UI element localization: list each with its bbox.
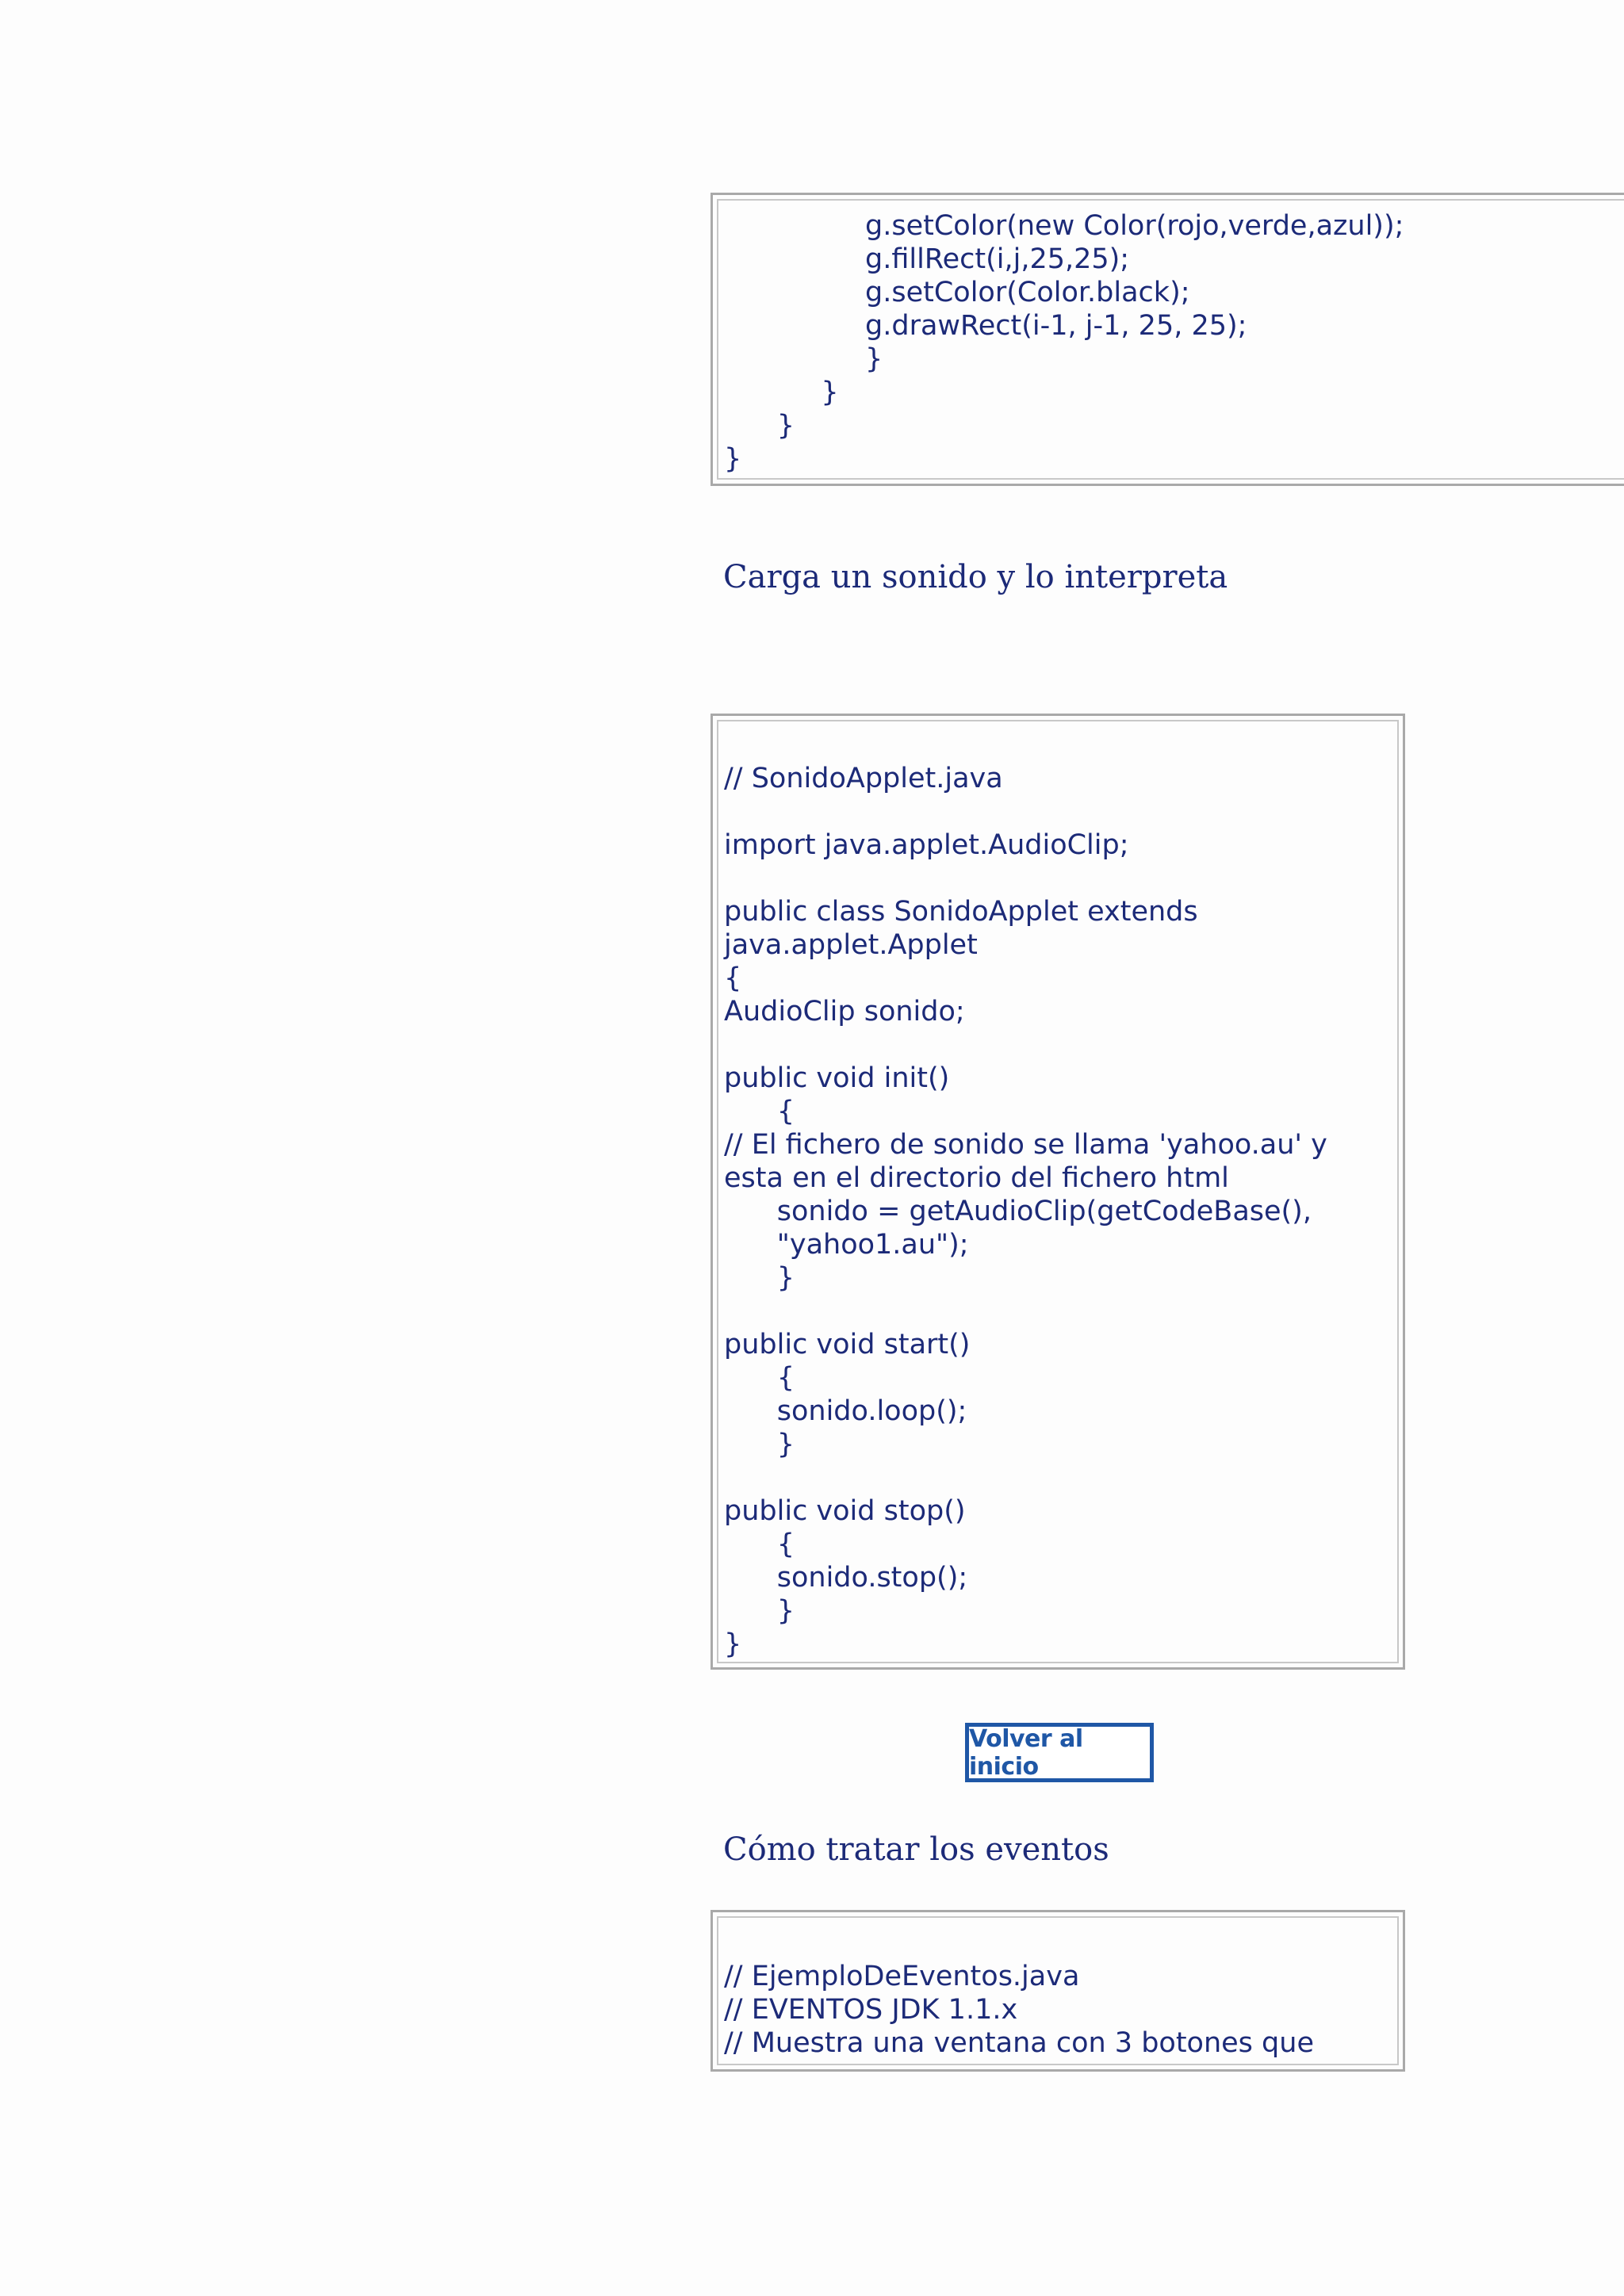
code-text: // SonidoApplet.java import java.applet.AudioClip; public class SonidoApplet extends java.applet.Applet { AudioClip sonido; public void init() { // El fichero de sonido se llama 'yahoo.au' y esta en el directorio del fichero html sonido = getAudioClip(getCodeBase(), "yahoo1.au"); } public void start() { sonido.loop(); } public void stop() { sonido.stop(); } } (724, 763, 1327, 1660)
code-block-sound-applet (710, 714, 1405, 1670)
code-block-drawing (710, 193, 1624, 486)
section-heading-sound: Carga un sonido y lo interpreta (723, 559, 1228, 595)
section-heading-events: Cómo tratar los eventos (723, 1831, 1109, 1868)
code-block-events (710, 1910, 1405, 2072)
code-text: g.setColor(new Color(rojo,verde,azul)); g.fillRect(i,j,25,25); g.setColor(Color.black); g.drawRect(i-1, j-1, 25, 25); } } } } (724, 210, 1404, 475)
code-text: // EjemploDeEventos.java // EVENTOS JDK 1.1.x // Muestra una ventana con 3 botones que (724, 1961, 1314, 2059)
back-to-start-button[interactable]: Volver al inicio (965, 1723, 1154, 1782)
